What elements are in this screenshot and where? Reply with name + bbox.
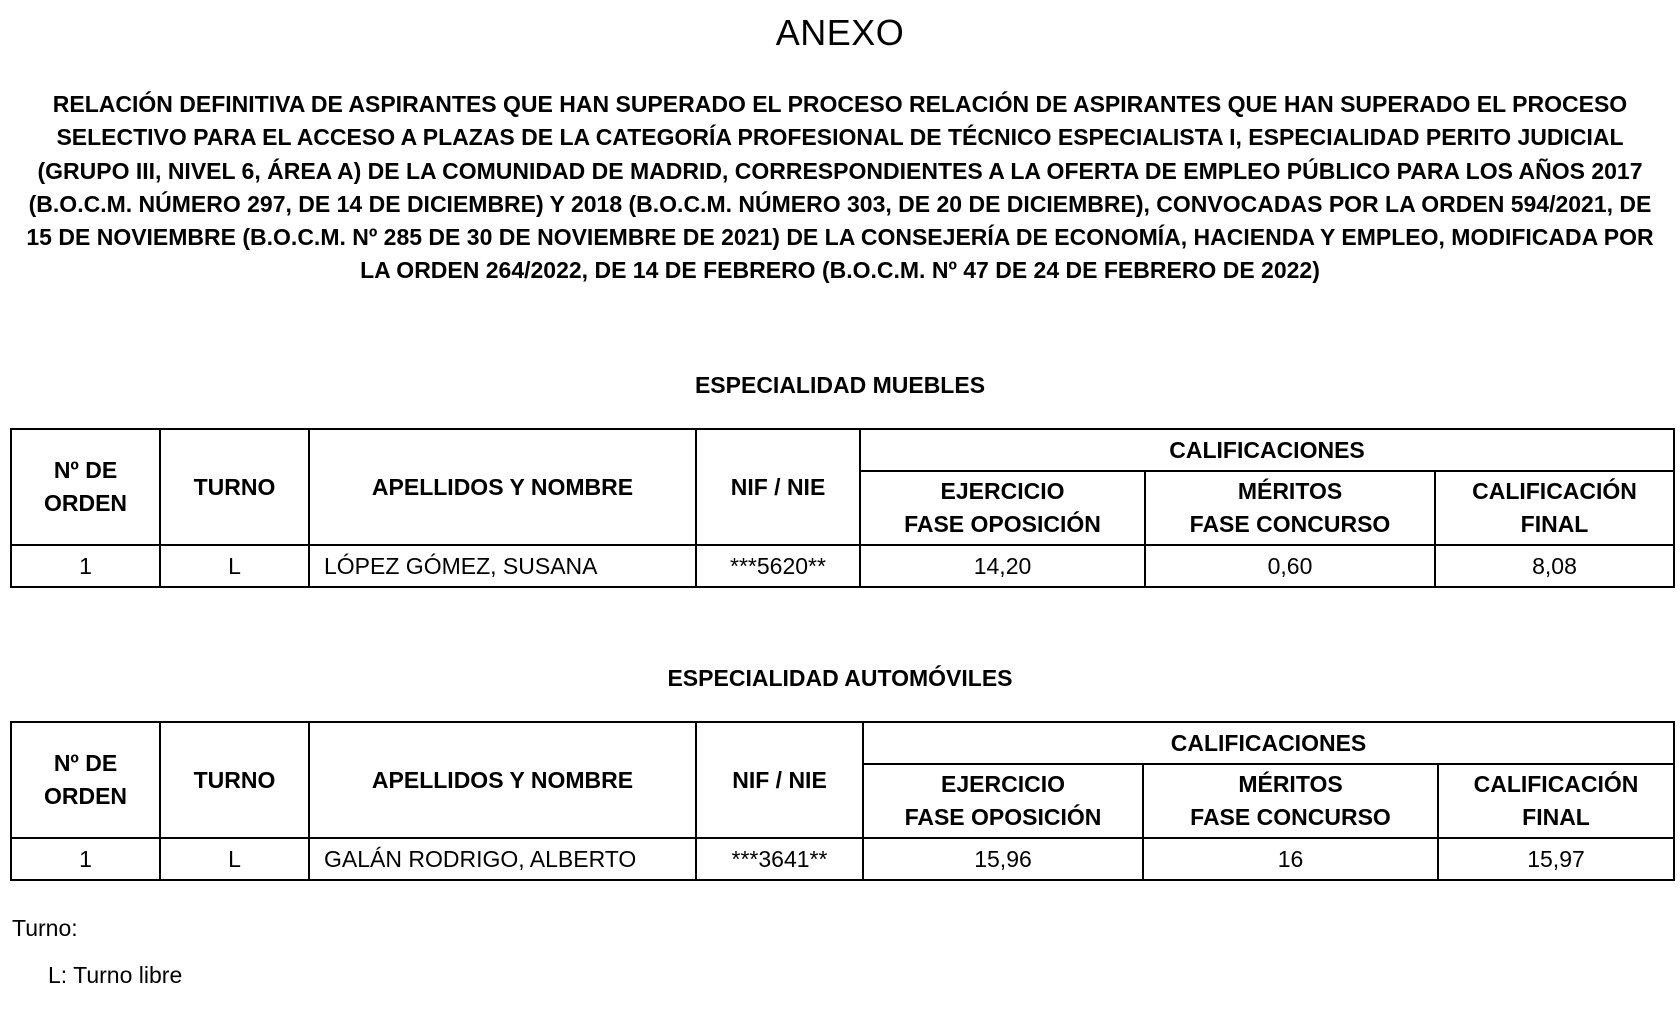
col-header-orden: Nº DE ORDEN bbox=[11, 429, 160, 545]
cell-turno: L bbox=[160, 545, 309, 587]
col-header-nif: NIF / NIE bbox=[696, 429, 860, 545]
col-header-nombre: APELLIDOS Y NOMBRE bbox=[309, 429, 696, 545]
col-header-nif: NIF / NIE bbox=[696, 722, 863, 838]
col-header-nombre: APELLIDOS Y NOMBRE bbox=[309, 722, 696, 838]
table-header-row bbox=[11, 429, 1674, 471]
cell-nif: ***5620** bbox=[696, 545, 860, 587]
results-table-automoviles bbox=[10, 721, 1675, 881]
section-title-muebles: ESPECIALIDAD MUEBLES bbox=[694, 372, 986, 398]
section-title-automoviles: ESPECIALIDAD AUTOMÓVILES bbox=[667, 665, 1013, 691]
cell-nif: ***3641** bbox=[696, 838, 863, 880]
results-table-muebles bbox=[10, 428, 1675, 588]
cell-final: 15,97 bbox=[1438, 838, 1674, 880]
cell-turno: L bbox=[160, 838, 309, 880]
annex-title: ANEXO bbox=[775, 12, 905, 53]
cell-final: 8,08 bbox=[1435, 545, 1674, 587]
cell-nombre: LÓPEZ GÓMEZ, SUSANA bbox=[309, 545, 696, 587]
col-header-ejercicio: EJERCICIO FASE OPOSICIÓN bbox=[860, 471, 1145, 545]
col-header-meritos: MÉRITOS FASE CONCURSO bbox=[1145, 471, 1435, 545]
col-header-final: CALIFICACIÓN FINAL bbox=[1435, 471, 1674, 545]
cell-ejercicio: 15,96 bbox=[863, 838, 1143, 880]
col-header-orden: Nº DE ORDEN bbox=[11, 722, 160, 838]
col-header-calificaciones: CALIFICACIONES bbox=[860, 429, 1674, 471]
col-header-calificaciones: CALIFICACIONES bbox=[863, 722, 1674, 764]
legend-title: Turno: bbox=[12, 915, 78, 941]
col-header-turno: TURNO bbox=[160, 429, 309, 545]
legend-item: L: Turno libre bbox=[48, 962, 183, 988]
cell-orden: 1 bbox=[11, 545, 160, 587]
col-header-turno: TURNO bbox=[160, 722, 309, 838]
cell-meritos: 16 bbox=[1143, 838, 1438, 880]
table-row bbox=[11, 838, 1674, 880]
col-header-final: CALIFICACIÓN FINAL bbox=[1438, 764, 1674, 838]
table-row bbox=[11, 545, 1674, 587]
table-header-row bbox=[11, 722, 1674, 764]
col-header-ejercicio: EJERCICIO FASE OPOSICIÓN bbox=[863, 764, 1143, 838]
col-header-meritos: MÉRITOS FASE CONCURSO bbox=[1143, 764, 1438, 838]
document-heading: RELACIÓN DEFINITIVA DE ASPIRANTES QUE HAN SUPERADO EL PROCESO RELACIÓN DE ASPIRANTES QUE HAN SUPERADO EL PROCESO SELECTIVO PARA EL ACCESO A PLAZAS DE LA CATEGORÍA PROFESIONAL DE TÉCNICO ESPECIALISTA I, ESPECIALIDAD PERITO JUDICIAL (GRUPO III, NIVEL 6, ÁREA A) DE LA COMUNIDAD DE MADRID, CORRESPONDIENTES A LA OFERTA DE EMPLEO PÚBLICO PARA LOS AÑOS 2017 (B.O.C.M. NÚMERO 297, DE 14 DE DICIEMBRE) Y 2018 (B.O.C.M. NÚMERO 303, DE 20 DE DICIEMBRE), CONVOCADAS POR LA ORDEN 594/2021, DE 15 DE NOVIEMBRE (B.O.C.M. Nº 285 DE 30 DE NOVIEMBRE DE 2021) DE LA CONSEJERÍA DE ECONOMÍA, HACIENDA Y EMPLEO, MODIFICADA POR LA ORDEN 264/2022, DE 14 DE FEBRERO (B.O.C.M. Nº 47 DE 24 DE FEBRERO DE 2022) bbox=[26, 91, 1654, 284]
cell-meritos: 0,60 bbox=[1145, 545, 1435, 587]
cell-nombre: GALÁN RODRIGO, ALBERTO bbox=[309, 838, 696, 880]
cell-orden: 1 bbox=[11, 838, 160, 880]
cell-ejercicio: 14,20 bbox=[860, 545, 1145, 587]
